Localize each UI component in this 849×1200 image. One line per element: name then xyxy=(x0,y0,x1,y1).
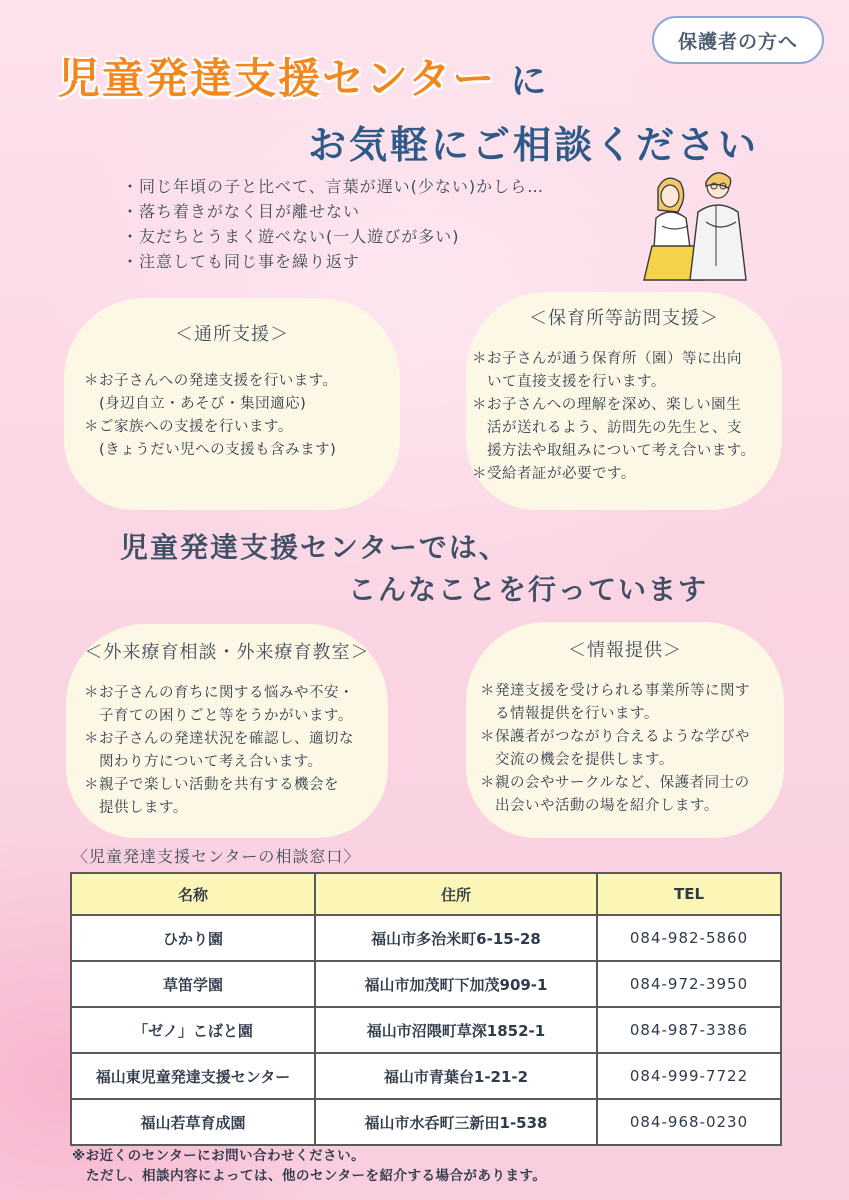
cell-name: 福山東児童発達支援センター xyxy=(71,1053,315,1099)
parents-illustration-icon xyxy=(636,166,760,282)
cell-tel: 084-987-3386 xyxy=(597,1007,781,1053)
table-row xyxy=(71,961,781,1007)
page-subtitle: お気軽にご相談ください xyxy=(308,123,760,167)
cell-tel: 084-982-5860 xyxy=(597,915,781,961)
bubble-line: ＊お子さんが通う保育所（園）等に出向 xyxy=(472,351,742,367)
bubble-line: 子育ての困りごと等をうかがいます。 xyxy=(84,708,353,724)
bubble-title: ＜保育所等訪問支援＞ xyxy=(529,308,719,329)
title-accent: 児童発達支援センター xyxy=(58,54,497,103)
audience-badge: 保護者の方へ xyxy=(652,16,824,64)
concern-item: ・友だちとうまく遊べない(一人遊びが多い) xyxy=(122,227,460,246)
column-header-name: 名称 xyxy=(71,873,315,915)
bubble-line: ＊お子さんへの発達支援を行います。 xyxy=(84,373,338,389)
contacts-table xyxy=(70,872,782,1146)
concern-item: ・落ち着きがなく目が離せない xyxy=(122,202,361,221)
bubble-line: 交流の機会を提供します。 xyxy=(480,752,674,768)
cell-address: 福山市加茂町下加茂909-1 xyxy=(315,961,597,1007)
service-bubble-day-support xyxy=(64,298,400,510)
section-heading-line2: こんなことを行っています xyxy=(348,573,709,606)
bubble-line: ＊発達支援を受けられる事業所等に関す xyxy=(480,683,750,699)
bubble-line: ＊お子さんの育ちに関する悩みや不安・ xyxy=(84,685,354,701)
bubble-line: ＊お子さんへの理解を深め、楽しい園生 xyxy=(472,397,742,413)
cell-name: ひかり園 xyxy=(71,915,315,961)
cell-tel: 084-999-7722 xyxy=(597,1053,781,1099)
bubble-line: いて直接支援を行います。 xyxy=(472,374,666,390)
table-row xyxy=(71,1007,781,1053)
bubble-line: ＊親子で楽しい活動を共有する機会を xyxy=(84,777,339,793)
footnote-line: ただし、相談内容によっては、他のセンターを紹介する場合があります。 xyxy=(72,1168,547,1184)
cell-name: 福山若草育成園 xyxy=(71,1099,315,1145)
bubble-body xyxy=(84,370,338,462)
cell-address: 福山市水呑町三新田1-538 xyxy=(315,1099,597,1145)
column-header-address: 住所 xyxy=(315,873,597,915)
bubble-line: 関わり方について考え合います。 xyxy=(84,754,323,770)
concern-list xyxy=(122,174,544,274)
bubble-line: ＊受給者証が必要です。 xyxy=(472,466,636,482)
concern-item: ・同じ年頃の子と比べて、言葉が遅い(少ない)かしら… xyxy=(122,177,545,196)
table-row xyxy=(71,1099,781,1145)
title-particle: に xyxy=(510,61,549,102)
bubble-line: (きょうだい児への支援も含みます) xyxy=(84,442,337,458)
bubble-title: ＜情報提供＞ xyxy=(568,640,682,661)
column-header-tel: TEL xyxy=(597,873,781,915)
bubble-body xyxy=(84,682,354,820)
bubble-line: 活が送れるよう、訪問先の先生と、支 xyxy=(472,420,742,436)
cell-address: 福山市青葉台1-21-2 xyxy=(315,1053,597,1099)
bubble-line: ＊ご家族への支援を行います。 xyxy=(84,419,293,435)
bubble-title: ＜外来療育相談・外来療育教室＞ xyxy=(84,642,370,663)
bubble-line: ＊親の会やサークルなど、保護者同士の xyxy=(480,775,750,791)
bubble-line: ＊お子さんの発達状況を確認し、適切な xyxy=(84,731,354,747)
cell-address: 福山市沼隈町草深1852-1 xyxy=(315,1007,597,1053)
bubble-line: る情報提供を行います。 xyxy=(480,706,659,722)
footnote-line: ※お近くのセンターにお問い合わせください。 xyxy=(72,1148,366,1164)
page-title xyxy=(58,46,548,106)
table-row xyxy=(71,915,781,961)
bubble-line: (身辺自立・あそび・集団適応) xyxy=(84,396,307,412)
cell-address: 福山市多治米町6-15-28 xyxy=(315,915,597,961)
cell-tel: 084-968-0230 xyxy=(597,1099,781,1145)
concern-item: ・注意しても同じ事を繰り返す xyxy=(122,252,361,271)
service-bubble-outpatient xyxy=(66,624,388,838)
cell-name: 「ゼノ」こばと園 xyxy=(71,1007,315,1053)
bubble-line: ＊保護者がつながり合えるような学びや xyxy=(480,729,750,745)
service-bubble-information xyxy=(466,622,784,838)
cell-name: 草笛学園 xyxy=(71,961,315,1007)
cell-tel: 084-972-3950 xyxy=(597,961,781,1007)
bubble-body xyxy=(472,348,756,486)
bubble-line: 出会いや活動の場を紹介します。 xyxy=(480,798,719,814)
table-header-row xyxy=(71,873,781,915)
section-heading: 児童発達支援センターでは、 xyxy=(120,531,509,564)
contacts-table-title: 〈児童発達支援センターの相談窓口〉 xyxy=(72,847,361,866)
bubble-line: 提供します。 xyxy=(84,800,188,816)
table-row xyxy=(71,1053,781,1099)
bubble-line: 援方法や取組みについて考え合います。 xyxy=(472,443,756,459)
service-bubble-nursery-visit xyxy=(466,292,782,510)
bubble-title: ＜通所支援＞ xyxy=(175,324,289,345)
footnote xyxy=(72,1146,546,1186)
bubble-body xyxy=(480,680,750,818)
